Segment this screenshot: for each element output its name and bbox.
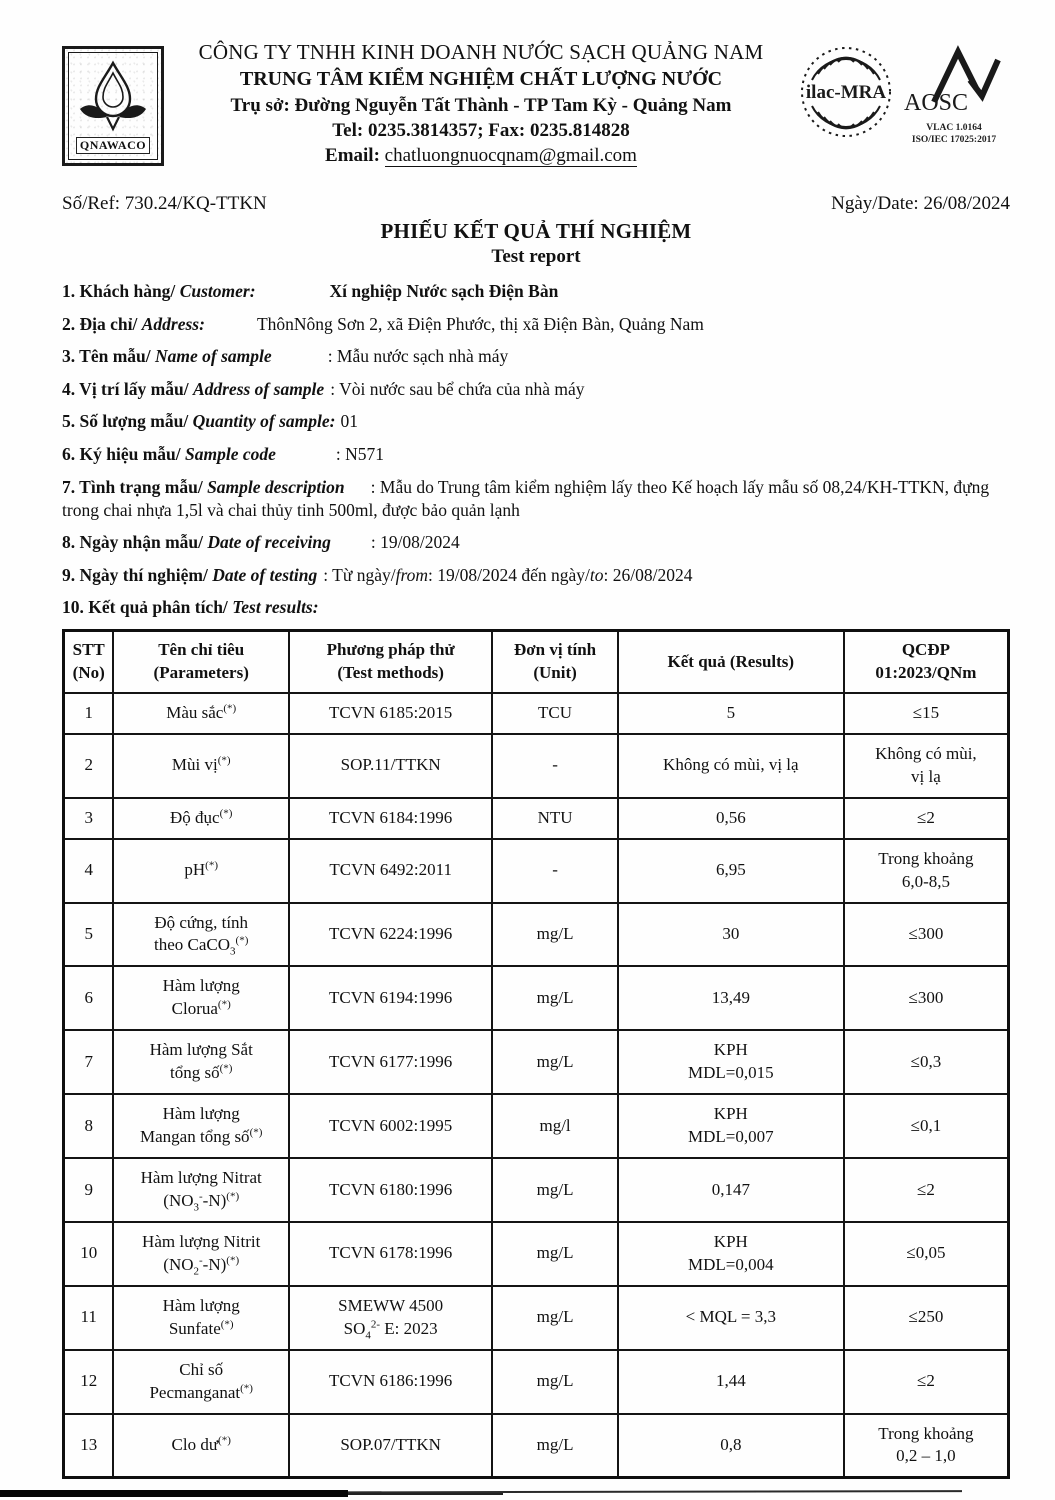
cell-stt: 8 bbox=[64, 1094, 114, 1158]
table-row bbox=[64, 1094, 1009, 1158]
ilac-mra-text: ilac-MRA bbox=[805, 82, 887, 103]
info-label-en: Sample description bbox=[207, 476, 345, 497]
cell-parameter: Độ đục(*) bbox=[113, 798, 289, 839]
cell-result: KPH MDL=0,015 bbox=[618, 1030, 844, 1094]
info-value: : Mẫu nước sạch nhà máy bbox=[327, 346, 509, 367]
table-row bbox=[64, 1222, 1009, 1286]
aosc-iso-text: ISO/IEC 17025:2017 bbox=[911, 134, 997, 145]
report-date: Ngày/Date: 26/08/2024 bbox=[831, 193, 1010, 214]
col-unit: Đơn vị tính (Unit) bbox=[492, 631, 617, 693]
info-value: 01 bbox=[340, 411, 358, 432]
cell-limit: ≤0,3 bbox=[844, 1030, 1009, 1094]
info-item-8 bbox=[62, 531, 1010, 554]
head-office-address: Trụ sở: Đường Nguyễn Tất Thành - TP Tam Kỳ - Quảng Nam bbox=[230, 95, 732, 116]
cell-limit: ≤2 bbox=[844, 1350, 1009, 1414]
info-label-vi: 9. Ngày thí nghiệm/ bbox=[62, 564, 213, 585]
cell-unit: TCU bbox=[492, 693, 617, 734]
report-title-en: Test report bbox=[491, 246, 581, 267]
cell-result: 6,95 bbox=[618, 839, 844, 903]
info-value: Xí nghiệp Nước sạch Điện Bàn bbox=[329, 281, 559, 301]
info-label-en: Address of sample bbox=[192, 378, 325, 399]
table-row bbox=[64, 1030, 1009, 1094]
cell-parameter: Mùi vị(*) bbox=[113, 734, 289, 798]
info-label-vi: 7. Tình trạng mẫu/ bbox=[62, 476, 208, 497]
info-item-1 bbox=[62, 280, 1010, 303]
aosc-vlac-text: VLAC 1.0164 bbox=[926, 123, 982, 133]
cell-parameter: Hàm lượng Nitrat $(NO_3^--N)^{(*)}$ bbox=[113, 1158, 289, 1222]
cell-parameter: Hàm lượng Sunfate(*) bbox=[113, 1286, 289, 1350]
cell-limit: ≤300 bbox=[844, 903, 1009, 967]
cell-limit: ≤0,05 bbox=[844, 1222, 1009, 1286]
results-table bbox=[62, 629, 1010, 1479]
info-label-en: Date of receiving bbox=[207, 532, 331, 553]
col-limit: QCĐP 01:2023/QNm bbox=[844, 631, 1009, 693]
cell-parameter: Chỉ số Pecmanganat(*) bbox=[113, 1350, 289, 1414]
cell-stt: 9 bbox=[64, 1158, 114, 1222]
info-label-en: Customer: bbox=[179, 281, 256, 301]
cell-result: 0,56 bbox=[618, 798, 844, 839]
table-row bbox=[64, 966, 1009, 1030]
cell-method: SOP.11/TTKN bbox=[289, 734, 492, 798]
info-label-vi: 2. Địa chỉ/ bbox=[62, 313, 142, 334]
cell-method: TCVN 6178:1996 bbox=[289, 1222, 492, 1286]
cell-parameter: Hàm lượng Mangan tổng số(*) bbox=[113, 1094, 289, 1158]
info-value: : 19/08/2024 bbox=[370, 532, 460, 553]
cell-result: 1,44 bbox=[618, 1350, 844, 1414]
cell-result: Không có mùi, vị lạ bbox=[618, 734, 844, 798]
cell-method: TCVN 6002:1995 bbox=[289, 1094, 492, 1158]
cell-limit: ≤2 bbox=[844, 798, 1009, 839]
info-item-2 bbox=[62, 313, 1010, 336]
cell-unit: - bbox=[492, 734, 617, 798]
cell-unit: mg/L bbox=[492, 1286, 617, 1350]
cell-method: TCVN 6224:1996 bbox=[289, 903, 492, 967]
cell-parameter: Màu sắc(*) bbox=[113, 693, 289, 734]
cell-limit: Không có mùi, vị lạ bbox=[844, 734, 1009, 798]
cell-result: 5 bbox=[618, 693, 844, 734]
table-row bbox=[64, 839, 1009, 903]
table-header-row bbox=[64, 631, 1009, 693]
table-row bbox=[64, 693, 1009, 734]
cell-unit: mg/l bbox=[492, 1094, 617, 1158]
cell-limit: Trong khoảng 6,0-8,5 bbox=[844, 839, 1009, 903]
cell-stt: 11 bbox=[64, 1286, 114, 1350]
cell-parameter: Hàm lượng Nitrit $(NO_2^--N)^{(*)}$ bbox=[113, 1222, 289, 1286]
cell-method: SOP.07/TTKN bbox=[289, 1414, 492, 1478]
cell-unit: mg/L bbox=[492, 903, 617, 967]
cell-method: TCVN 6184:1996 bbox=[289, 798, 492, 839]
info-item-3 bbox=[62, 345, 1010, 368]
cell-result: 0,147 bbox=[618, 1158, 844, 1222]
qnawaco-logo-caption: QNAWACO bbox=[76, 137, 150, 154]
table-row bbox=[64, 798, 1009, 839]
scan-artifact-bar bbox=[0, 1490, 348, 1497]
cell-unit: - bbox=[492, 839, 617, 903]
accreditation-logos bbox=[798, 44, 1010, 149]
cell-result: < MQL = 3,3 bbox=[618, 1286, 844, 1350]
water-drop-hands-icon bbox=[74, 57, 152, 135]
cell-parameter: Clo dư(*) bbox=[113, 1414, 289, 1478]
table-row bbox=[64, 1286, 1009, 1350]
aosc-text: AOSC bbox=[904, 90, 969, 116]
email-link[interactable]: chatluongnuocqnam@gmail.com bbox=[384, 145, 637, 166]
cell-method: TCVN 6180:1996 bbox=[289, 1158, 492, 1222]
info-value: : Mẫu do Trung tâm kiểm nghiệm lấy theo Kế hoạch lấy mẫu số 08,24/KH-TTKN, đựng trong chai nhựa 1,5l và chai thủy tinh 500ml, được bảo quản lạnh bbox=[62, 476, 990, 520]
report-title-vi: PHIẾU KẾT QUẢ THÍ NGHIỆM bbox=[380, 219, 692, 243]
info-label-vi: 10. Kết quả phân tích/ bbox=[62, 597, 233, 618]
ilac-mra-logo bbox=[798, 44, 894, 149]
cell-limit: Trong khoảng 0,2 – 1,0 bbox=[844, 1414, 1009, 1478]
col-stt: STT (No) bbox=[64, 631, 114, 693]
info-value: : N571 bbox=[335, 443, 385, 464]
info-label-vi: 3. Tên mẫu/ bbox=[62, 346, 156, 367]
cell-limit: ≤0,1 bbox=[844, 1094, 1009, 1158]
cell-parameter: Hàm lượng Sắt tổng số(*) bbox=[113, 1030, 289, 1094]
cell-unit: NTU bbox=[492, 798, 617, 839]
cell-method: TCVN 6177:1996 bbox=[289, 1030, 492, 1094]
col-parameter: Tên chỉ tiêu (Parameters) bbox=[113, 631, 289, 693]
meta-row bbox=[62, 193, 1010, 215]
info-label-en: Sample code bbox=[185, 443, 276, 464]
cell-stt: 13 bbox=[64, 1414, 114, 1478]
info-label-vi: 5. Số lượng mẫu/ bbox=[62, 411, 193, 432]
cell-parameter: Độ cứng, tính theo CaCO$_3$(*) bbox=[113, 903, 289, 967]
info-item-7 bbox=[62, 476, 1010, 522]
cell-limit: ≤250 bbox=[844, 1286, 1009, 1350]
qnawaco-logo bbox=[62, 46, 164, 166]
col-result: Kết quả (Results) bbox=[618, 631, 844, 693]
center-name: TRUNG TÂM KIỂM NGHIỆM CHẤT LƯỢNG NƯỚC bbox=[239, 68, 723, 90]
ref-number: Số/Ref: 730.24/KQ-TTKN bbox=[62, 193, 267, 214]
info-label-en: Name of sample bbox=[155, 346, 272, 367]
cell-method: TCVN 6186:1996 bbox=[289, 1350, 492, 1414]
cell-result: KPH MDL=0,004 bbox=[618, 1222, 844, 1286]
cell-stt: 2 bbox=[64, 734, 114, 798]
cell-method: SMEWW 4500 $SO_4^{2-}$ E: 2023 bbox=[289, 1286, 492, 1350]
cell-result: KPH MDL=0,007 bbox=[618, 1094, 844, 1158]
company-name: CÔNG TY TNHH KINH DOANH NƯỚC SẠCH QUẢNG NAM bbox=[198, 40, 764, 64]
cell-stt: 3 bbox=[64, 798, 114, 839]
info-label-vi: 4. Vị trí lấy mẫu/ bbox=[62, 378, 193, 399]
cell-unit: mg/L bbox=[492, 1158, 617, 1222]
email-label: Email: bbox=[325, 145, 380, 166]
info-item-9 bbox=[62, 564, 1010, 587]
cell-method: TCVN 6194:1996 bbox=[289, 966, 492, 1030]
cell-limit: ≤300 bbox=[844, 966, 1009, 1030]
info-label-en: Quantity of sample: bbox=[192, 411, 336, 432]
email-line bbox=[170, 145, 792, 167]
info-label-en: Test results: bbox=[232, 597, 319, 618]
table-row bbox=[64, 903, 1009, 967]
letterhead-text bbox=[164, 40, 798, 167]
info-item-10 bbox=[62, 596, 1010, 619]
cell-stt: 12 bbox=[64, 1350, 114, 1414]
table-row bbox=[64, 1414, 1009, 1478]
cell-method: TCVN 6492:2011 bbox=[289, 839, 492, 903]
info-label-en: Date of testing bbox=[212, 564, 318, 585]
cell-result: 30 bbox=[618, 903, 844, 967]
cell-stt: 4 bbox=[64, 839, 114, 903]
info-item-5 bbox=[62, 410, 1010, 433]
info-value: : Từ ngày/from: 19/08/2024 đến ngày/to: 26/08/2024 bbox=[323, 564, 693, 585]
cell-stt: 7 bbox=[64, 1030, 114, 1094]
cell-unit: mg/L bbox=[492, 966, 617, 1030]
cell-stt: 1 bbox=[64, 693, 114, 734]
info-item-6 bbox=[62, 443, 1010, 466]
cell-unit: mg/L bbox=[492, 1414, 617, 1478]
tel-fax: Tel: 0235.3814357; Fax: 0235.814828 bbox=[332, 120, 630, 141]
sample-info-list bbox=[62, 280, 1010, 620]
table-row bbox=[64, 1350, 1009, 1414]
cell-limit: ≤2 bbox=[844, 1158, 1009, 1222]
cell-unit: mg/L bbox=[492, 1222, 617, 1286]
cell-unit: mg/L bbox=[492, 1350, 617, 1414]
table-row bbox=[64, 734, 1009, 798]
info-value: : Vòi nước sau bể chứa của nhà máy bbox=[330, 378, 585, 399]
col-method: Phương pháp thử (Test methods) bbox=[289, 631, 492, 693]
cell-stt: 5 bbox=[64, 903, 114, 967]
info-item-4 bbox=[62, 378, 1010, 401]
cell-stt: 10 bbox=[64, 1222, 114, 1286]
table-row bbox=[64, 1158, 1009, 1222]
cell-parameter: Hàm lượng Clorua(*) bbox=[113, 966, 289, 1030]
info-label-vi: 8. Ngày nhận mẫu/ bbox=[62, 532, 208, 553]
cell-stt: 6 bbox=[64, 966, 114, 1030]
info-value: ThônNông Sơn 2, xã Điện Phước, thị xã Điện Bàn, Quảng Nam bbox=[256, 313, 704, 334]
cell-limit: ≤15 bbox=[844, 693, 1009, 734]
info-label-en: Address: bbox=[141, 313, 205, 334]
cell-result: 0,8 bbox=[618, 1414, 844, 1478]
info-label-vi: 1. Khách hàng/ bbox=[62, 281, 180, 301]
cell-unit: mg/L bbox=[492, 1030, 617, 1094]
letterhead bbox=[62, 40, 1010, 167]
aosc-logo bbox=[902, 44, 1006, 147]
cell-method: TCVN 6185:2015 bbox=[289, 693, 492, 734]
cell-parameter: pH(*) bbox=[113, 839, 289, 903]
info-label-vi: 6. Ký hiệu mẫu/ bbox=[62, 443, 186, 464]
cell-result: 13,49 bbox=[618, 966, 844, 1030]
